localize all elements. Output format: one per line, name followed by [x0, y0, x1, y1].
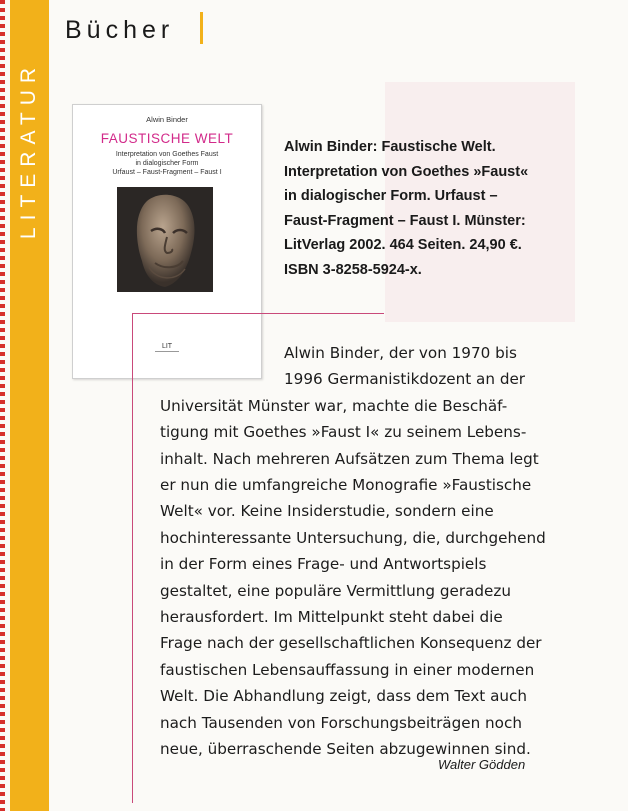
section-label: LITERATUR	[17, 60, 41, 240]
review-text	[160, 340, 560, 763]
review-line: Universität Münster war, machte die Beschäf-	[160, 396, 508, 415]
review-line: Welt« vor. Keine Insiderstudie, sondern eine	[160, 502, 494, 521]
review-line: hochinteressante Untersuchung, die, durchgehend	[160, 528, 546, 547]
bibliography-line: in dialogischer Form. Urfaust –	[284, 188, 498, 204]
review-line: Alwin Binder, der von 1970 bis	[284, 344, 517, 362]
review-line: in der Form eines Frage- und Antwortspiels	[160, 555, 487, 574]
review-line: 1996 Germanistikdozent an der	[284, 370, 526, 389]
cover-title: FAUSTISCHE WELT	[100, 131, 234, 146]
bibliography	[284, 135, 534, 282]
cover-subtitle	[73, 150, 261, 177]
review-line: inhalt. Nach mehreren Aufsätzen zum Thema legt	[160, 449, 539, 468]
review-vertical-rule	[132, 313, 133, 803]
bibliography-divider	[132, 313, 384, 314]
review-line: Welt. Die Abhandlung zeigt, dass dem Text auch	[160, 687, 527, 706]
bibliography-line: Alwin Binder: Faustische Welt.	[284, 139, 496, 155]
review-line: Frage nach der gesellschaftlichen Konsequenz der	[160, 634, 542, 653]
review-line: neue, überraschende Seiten abzugewinnen sind.	[160, 740, 531, 759]
cover-author: Alwin Binder	[146, 115, 188, 124]
section-label-wrap	[10, 0, 49, 300]
bibliography-line: ISBN 3-8258-5924-x.	[284, 261, 422, 278]
bibliography-line: Faust-Fragment – Faust I. Münster:	[284, 212, 526, 229]
review-line: tigung mit Goethes »Faust I« zu seinem Lebens-	[160, 423, 527, 442]
review-line: faustischen Lebensauffassung in einer modernen	[160, 660, 535, 679]
book-cover	[72, 104, 262, 379]
review-line: er nun die umfangreiche Monografie »Faustische	[160, 476, 532, 495]
sculpture-head-image	[117, 187, 213, 292]
review-line: herausfordert. Im Mittelpunkt steht dabei die	[160, 608, 503, 627]
cover-subtitle-line: Urfaust – Faust-Fragment – Faust I	[112, 169, 222, 176]
page-title: Bücher	[65, 16, 175, 44]
publisher-logo: LIT	[161, 343, 173, 350]
cover-subtitle-line: Interpretation von Goethes Faust	[115, 151, 219, 158]
review-line: nach Tausenden von Forschungsbeiträgen noch	[160, 713, 522, 732]
review-author: Walter Gödden	[438, 757, 526, 772]
bibliography-line: LitVerlag 2002. 464 Seiten. 24,90 €.	[284, 237, 522, 253]
title-accent-bar	[200, 12, 203, 44]
cover-subtitle-line: in dialogischer Form	[135, 160, 199, 167]
bibliography-line: Interpretation von Goethes »Faust«	[284, 163, 529, 180]
review-line: gestaltet, eine populäre Vermittlung geradezu	[160, 581, 511, 600]
dashed-border	[0, 0, 5, 811]
